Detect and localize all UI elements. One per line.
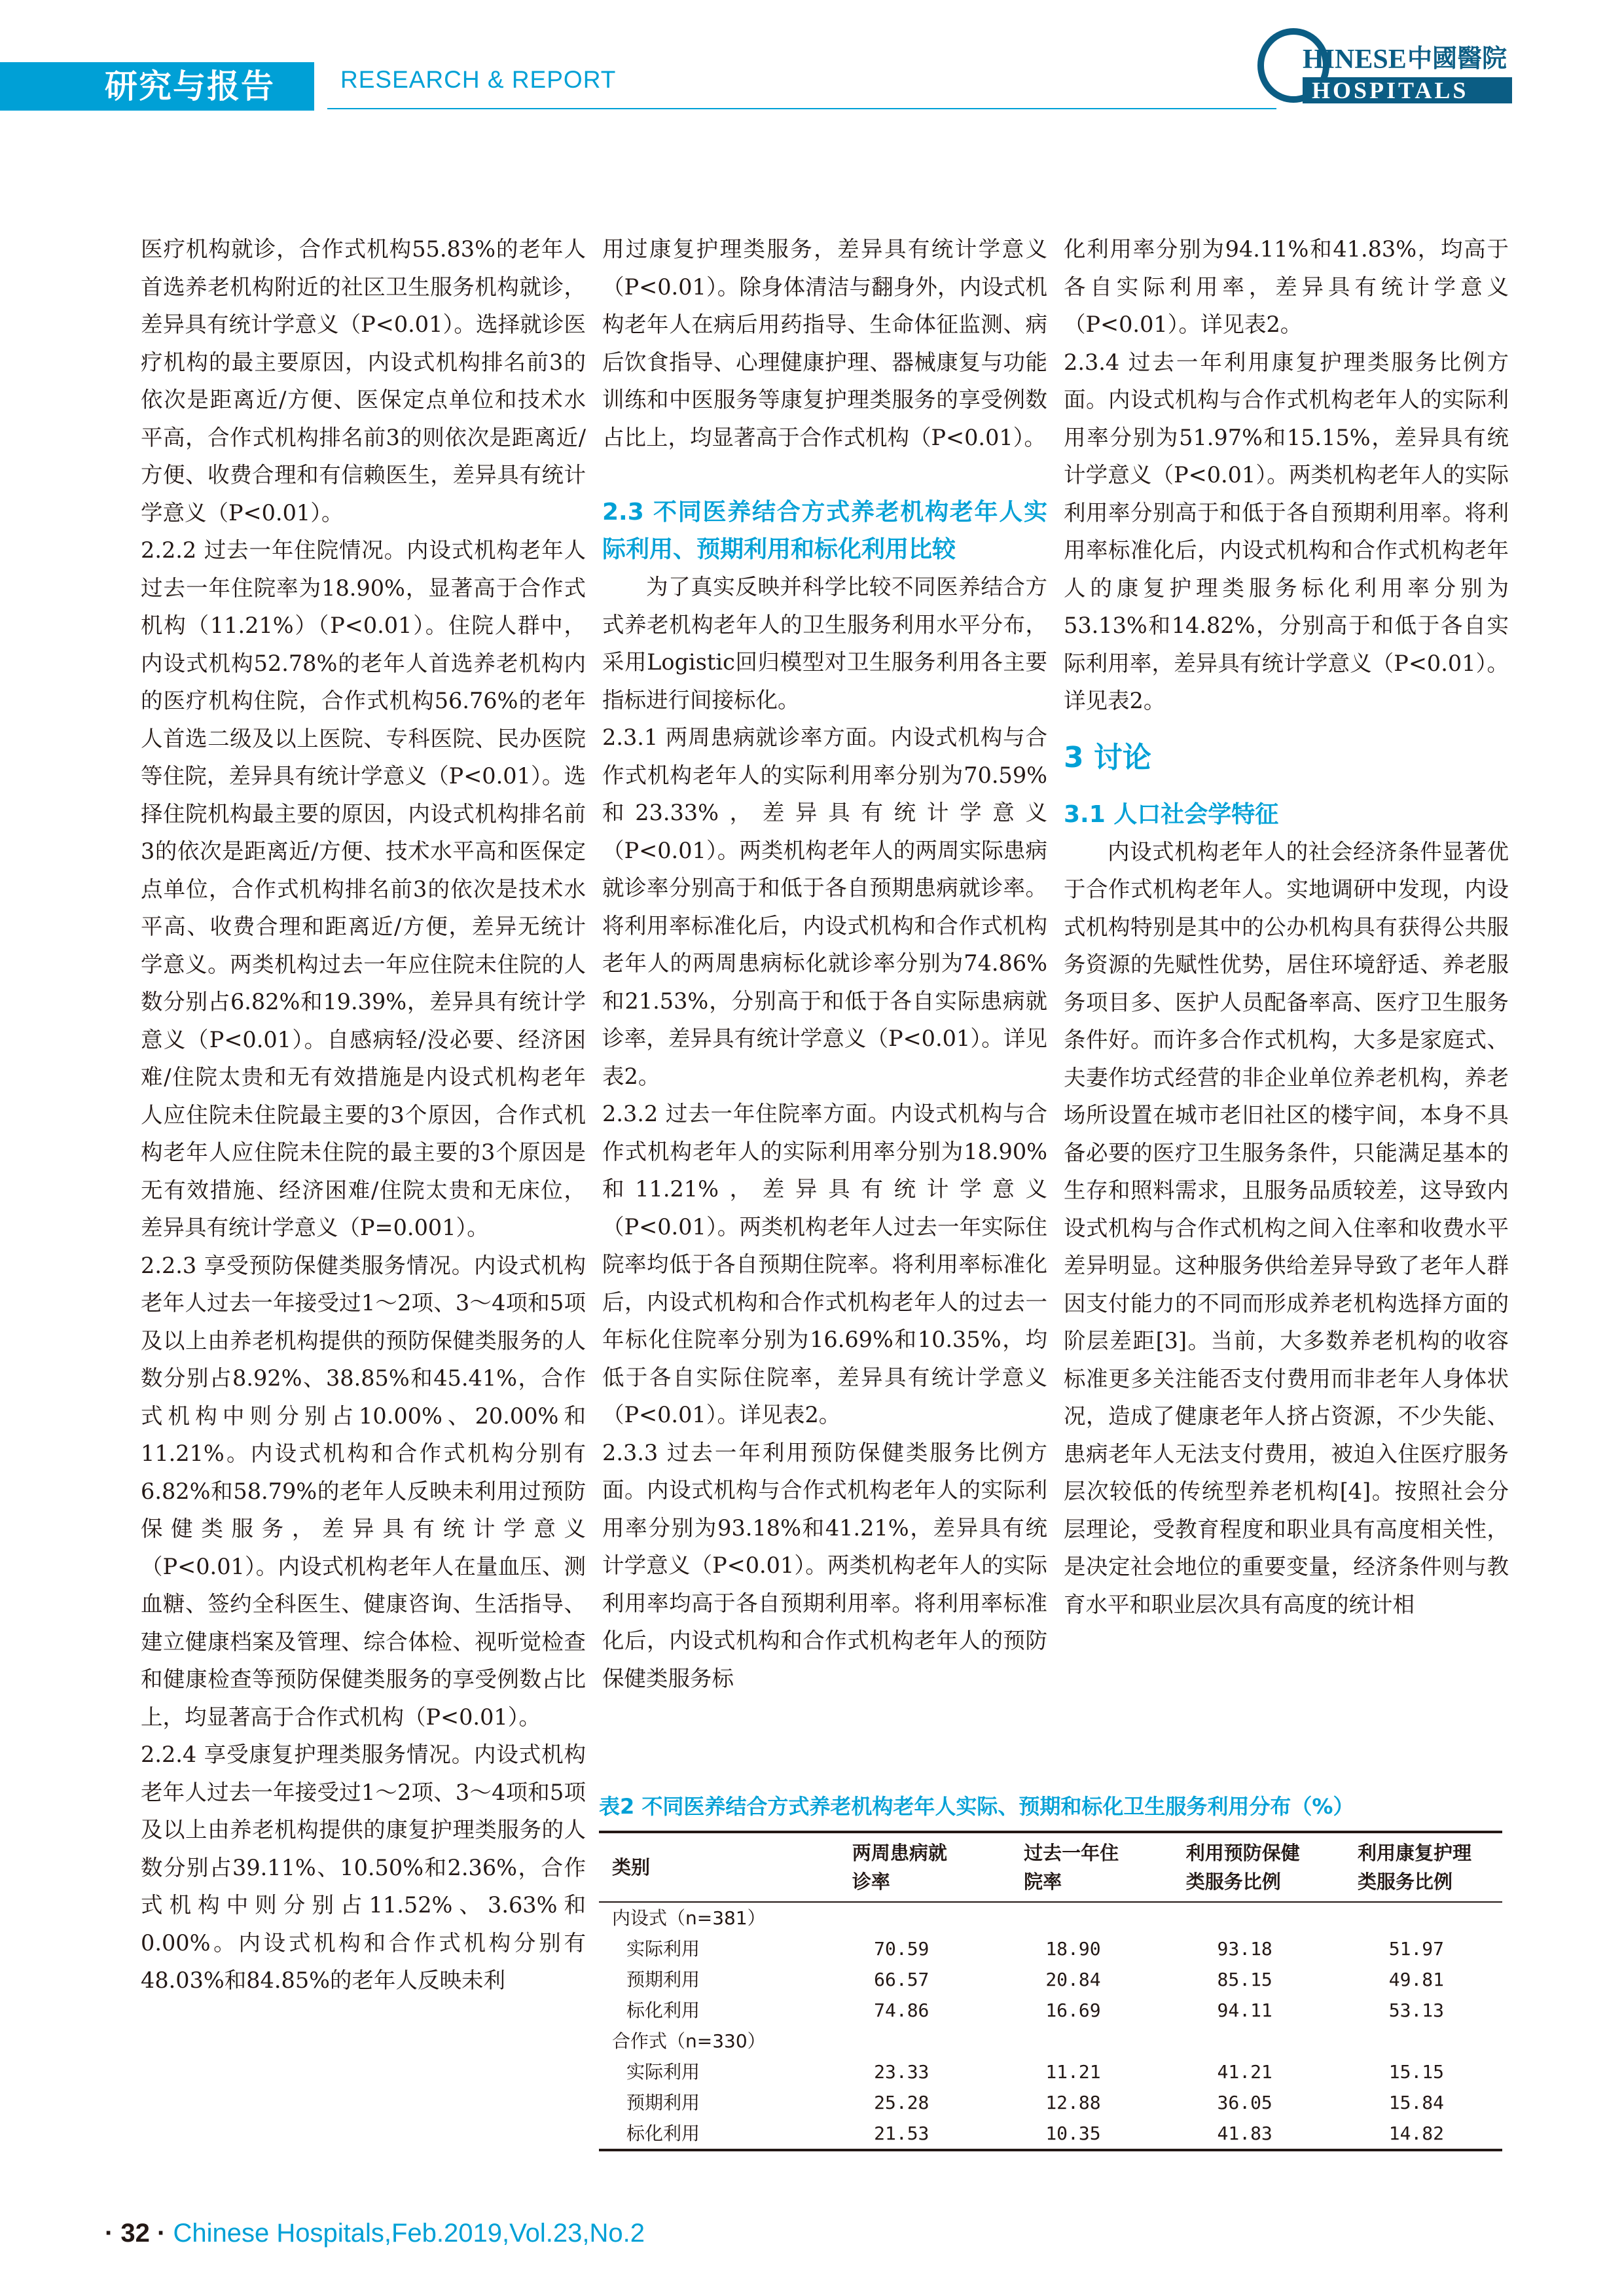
row-label: 预期利用: [626, 2092, 700, 2113]
utilization-table: [599, 1831, 1502, 2151]
table-cell: 15.84: [1388, 2092, 1445, 2113]
table-cell: 11.21: [1045, 2061, 1101, 2083]
text-column-2: [602, 230, 1047, 1697]
table-cell: 53.13: [1388, 2000, 1445, 2021]
header-category: 类别: [612, 1856, 651, 1878]
text-column-3: [1064, 230, 1509, 1623]
header-divider: [327, 108, 1276, 109]
header-rehab: 利用康复护理类服务比例: [1357, 1842, 1471, 1893]
group-label: 合作式（n=330）: [612, 2030, 766, 2052]
journal-citation: Chinese Hospitals,Feb.2019,Vol.23,No.2: [173, 2219, 645, 2248]
paragraph: 2.2.3 享受预防保健类服务情况。内设式机构老年人过去一年接受过1～2项、3～4项和5项及以上由养老机构提供的预防保健类服务的人数分别占8.92%、38.85%和45.41%，合作式机构中则分别占10.00%、20.00%和11.21%。内设式机构和合作式机构分别有6.82%和58.79%的老年人反映未利用过预防保健类服务，差异具有统计学意义（P<0.01）。内设式机构老年人在量血压、测血糖、签约全科医生、健康咨询、生活指导、建立健康档案及管理、综合体检、视听觉检查和健康检查等预防保健类服务的享受例数占比上，均显著高于合作式机构（P<0.01）。: [141, 1252, 586, 1730]
table-cell: 36.05: [1217, 2092, 1272, 2113]
paragraph: 2.2.2 过去一年住院情况。内设式机构老年人过去一年住院率为18.90%，显著高于合作式机构（11.21%）（P<0.01）。住院人群中，内设式机构52.78%的老年人首选养老机构内的医疗机构住院，合作式机构56.76%的老年人首选二级及以上医院、专科医院、民办医院等住院，差异具有统计学意义（P<0.01）。选择住院机构最主要的原因，内设式机构排名前3的依次是距离近/方便、技术水平高和医保定点单位，合作式机构排名前3的依次是技术水平高、收费合理和距离近/方便，差异无统计学意义。两类机构过去一年应住院未住院的人数分别占6.82%和19.39%，差异具有统计学意义（P<0.01）。自感病轻/没必要、经济困难/住院太贵和无有效措施是内设式机构老年人应住院未住院最主要的3个原因，合作式机构老年人应住院未住院的最主要的3个原因是无有效措施、经济困难/住院太贵和无床位，差异具有统计学意义（P=0.001）。: [141, 537, 586, 1240]
table-cell: 15.15: [1388, 2061, 1445, 2083]
table-2: [599, 1790, 1502, 2151]
table-cell: 25.28: [874, 2092, 929, 2113]
paragraph: 2.3.4 过去一年利用康复护理类服务比例方面。内设式机构与合作式机构老年人的实际利用率分别为51.97%和15.15%，差异具有统计学意义（P<0.01）。两类机构老年人的实际利用率分别高于和低于各自预期利用率。将利用率标准化后，内设式机构和合作式机构老年人的康复护理类服务标化利用率分别为53.13%和14.82%，分别高于和低于各自实际利用率，差异具有统计学意义（P<0.01）。详见表2。: [1064, 349, 1509, 713]
svg-text:HINESE: HINESE: [1303, 45, 1407, 75]
paragraph: 2.3.3 过去一年利用预防保健类服务比例方面。内设式机构与合作式机构老年人的实际利用率分别为93.18%和41.21%，差异具有统计学意义（P<0.01）。两类机构老年人的实际利用率均高于各自预期利用率。将利用率标准化后，内设式机构和合作式机构老年人的预防保健类服务标: [602, 1439, 1047, 1691]
subsection-heading: 2.3 不同医养结合方式养老机构老年人实际利用、预期利用和标化利用比较: [602, 499, 1047, 563]
page-number: · 32 ·: [105, 2219, 166, 2248]
svg-text:中國醫院: 中國醫院: [1407, 43, 1507, 73]
table-cell: 51.97: [1388, 1938, 1445, 1960]
row-label: 实际利用: [626, 1938, 700, 1960]
text-column-1: [141, 230, 586, 2000]
table-cell: 12.88: [1045, 2092, 1101, 2113]
row-label: 预期利用: [626, 1969, 700, 1990]
group-label: 内设式（n=381）: [612, 1907, 766, 1929]
table-row: [599, 2087, 1502, 2118]
row-label: 实际利用: [626, 2061, 700, 2083]
subsection-heading: 3.1 人口社会学特征: [1064, 800, 1279, 828]
section-title-en: RESEARCH & REPORT: [340, 66, 617, 93]
section-title-cn: 研究与报告: [105, 67, 275, 105]
paragraph: 用过康复护理类服务，差异具有统计学意义（P<0.01）。除身体清洁与翻身外，内设式机构老年人在病后用药指导、生命体征监测、病后饮食指导、心理健康护理、器械康复与功能训练和中医服务等康复护理类服务的享受例数占比上，均显著高于合作式机构（P<0.01）。: [602, 236, 1047, 450]
table-cell: 85.15: [1217, 1969, 1272, 1990]
paragraph: 化利用率分别为94.11%和41.83%，均高于各自实际利用率，差异具有统计学意义（P<0.01）。详见表2。: [1064, 236, 1509, 337]
table-row: [599, 2056, 1502, 2087]
paragraph: 为了真实反映并科学比较不同医养结合方式养老机构老年人的卫生服务利用水平分布，采用Logistic回归模型对卫生服务利用各主要指标进行间接标化。: [602, 574, 1047, 713]
paragraph: 2.3.1 两周患病就诊率方面。内设式机构与合作式机构老年人的实际利用率分别为70.59%和23.33%，差异具有统计学意义（P<0.01）。两类机构老年人的两周实际患病就诊率分别高于和低于各自预期患病就诊率。将利用率标准化后，内设式机构和合作式机构老年人的两周患病标化就诊率分别为74.86%和21.53%，分别高于和低于各自实际患病就诊率，差异具有统计学意义（P<0.01）。详见表2。: [602, 725, 1047, 1089]
header-two-week-visit: 两周患病就诊率: [852, 1842, 947, 1893]
paragraph: 内设式机构老年人的社会经济条件显著优于合作式机构老年人。实地调研中发现，内设式机构特别是其中的公办机构具有获得公共服务资源的先赋性优势，居住环境舒适、养老服务项目多、医护人员配备率高、医疗卫生服务条件好。而许多合作式机构，大多是家庭式、夫妻作坊式经营的非企业单位养老机构，养老场所设置在城市老旧社区的楼宇间，本身不具备必要的医疗卫生服务条件，只能满足基本的生存和照料需求，且服务品质较差，这导致内设式机构与合作式机构之间入住率和收费水平差异明显。这种服务供给差异导致了老年人群因支付能力的不同而形成养老机构选择方面的阶层差距[3]。当前，大多数养老机构的收容标准更多关注能否支付费用而非老年人身体状况，造成了健康老年人挤占资源，不少失能、患病老年人无法支付费用，被迫入住医疗服务层次较低的传统型养老机构[4]。按照社会分层理论，受教育程度和职业具有高度相关性，是决定社会地位的重要变量，经济条件则与教育水平和职业层次具有高度的统计相: [1064, 838, 1509, 1617]
table-cell: 14.82: [1388, 2123, 1445, 2144]
table-row: [599, 2118, 1502, 2150]
table-row: [599, 1933, 1502, 1964]
table-row: [599, 1964, 1502, 1995]
page-footer: [105, 2219, 645, 2248]
table-cell: 93.18: [1217, 1938, 1272, 1960]
table-cell: 94.11: [1217, 2000, 1272, 2021]
table-cell: 41.21: [1217, 2061, 1272, 2083]
table-cell: 74.86: [874, 2000, 929, 2021]
header-hospitalization: 过去一年住院率: [1024, 1842, 1119, 1893]
table-group-row: [599, 1902, 1502, 1933]
section-heading: 3 讨论: [1064, 740, 1151, 774]
table-caption: 表2 不同医养结合方式养老机构老年人实际、预期和标化卫生服务利用分布（%）: [599, 1794, 1354, 1819]
table-cell: 21.53: [874, 2123, 929, 2144]
table-cell: 41.83: [1217, 2123, 1272, 2144]
table-cell: 23.33: [874, 2061, 929, 2083]
paragraph: 医疗机构就诊，合作式机构55.83%的老年人首选养老机构附近的社区卫生服务机构就诊，差异具有统计学意义（P<0.01）。选择就诊医疗机构的最主要原因，内设式机构排名前3的依次是距离近/方便、医保定点单位和技术水平高，合作式机构排名前3的则依次是距离近/方便、收费合理和有信赖医生，差异具有统计学意义（P<0.01）。: [141, 236, 586, 526]
table-cell: 20.84: [1045, 1969, 1101, 1990]
table-cell: 66.57: [874, 1969, 929, 1990]
table-cell: 10.35: [1045, 2123, 1101, 2144]
spacer: [602, 456, 1047, 493]
table-cell: 18.90: [1045, 1938, 1101, 1960]
table-row: [599, 1995, 1502, 2026]
table-cell: 49.81: [1388, 1969, 1445, 1990]
table-cell: 70.59: [874, 1938, 929, 1960]
paragraph: 2.2.4 享受康复护理类服务情况。内设式机构老年人过去一年接受过1～2项、3～4项和5项及以上由养老机构提供的康复护理类服务的人数分别占39.11%、10.50%和2.36%，合作式机构中则分别占11.52%、3.63%和0.00%。内设式机构和合作式机构分别有48.03%和84.85%的老年人反映未利: [141, 1742, 586, 1993]
table-cell: 16.69: [1045, 2000, 1101, 2021]
journal-logo: [1255, 25, 1517, 110]
header-prevention: 利用预防保健类服务比例: [1185, 1842, 1300, 1893]
svg-text:HOSPITALS: HOSPITALS: [1312, 77, 1469, 103]
paragraph: 2.3.2 过去一年住院率方面。内设式机构与合作式机构老年人的实际利用率分别为18.90%和11.21%，差异具有统计学意义（P<0.01）。两类机构老年人过去一年实际住院率均低于各自预期住院率。将利用率标准化后，内设式机构和合作式机构老年人的过去一年标化住院率分别为16.69%和10.35%，均低于各自实际住院率，差异具有统计学意义（P<0.01）。详见表2。: [602, 1101, 1047, 1427]
table-group-row: [599, 2026, 1502, 2056]
row-label: 标化利用: [626, 2123, 700, 2144]
table-header-row: [599, 1832, 1502, 1902]
row-label: 标化利用: [626, 2000, 700, 2021]
